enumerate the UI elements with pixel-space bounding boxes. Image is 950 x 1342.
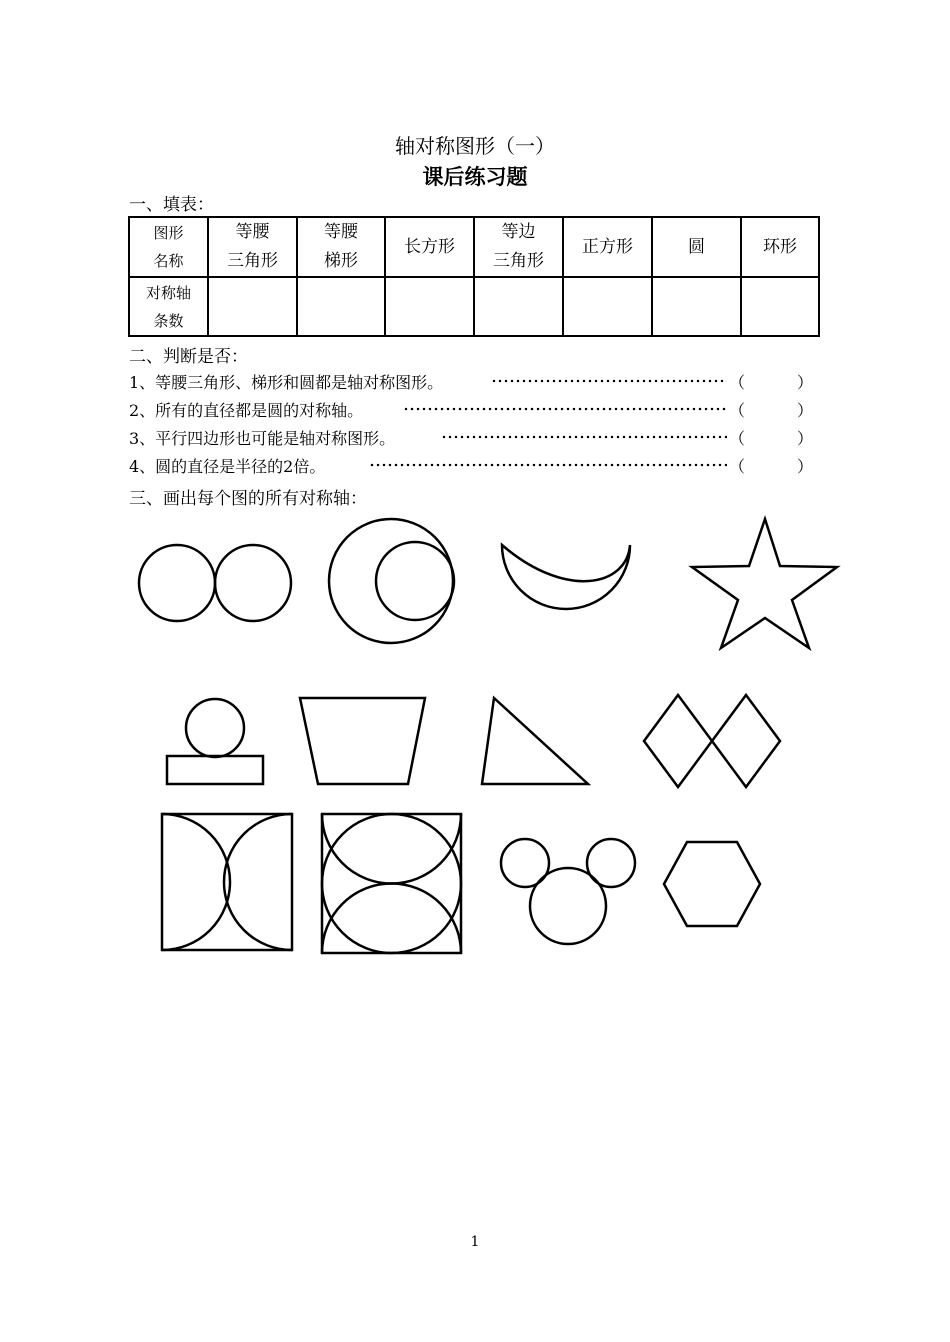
figure-circle-on-rectangle[interactable] [167, 699, 263, 784]
question-text: 2、所有的直径都是圆的对称轴。 [129, 401, 364, 420]
shape-name-cell: 等边 三角形 [474, 217, 563, 277]
page-subtitle: 课后练习题 [422, 164, 528, 189]
figure-crescent[interactable] [502, 545, 630, 609]
section-1-heading: 一、填表： [129, 195, 214, 215]
section-2-heading: 二、判断是否： [129, 347, 248, 367]
figure-trapezoid[interactable] [300, 698, 425, 784]
figure-three-circles[interactable] [501, 839, 635, 944]
figure-double-rhombus[interactable] [644, 695, 780, 787]
question-text: 1、等腰三角形、梯形和圆都是轴对称图形。 [129, 373, 444, 392]
shape-name-cell: 等腰 梯形 [297, 217, 385, 277]
figure-hexagon[interactable] [664, 842, 760, 926]
shape-name-cell: 正方形 [563, 217, 652, 277]
page-number: 1 [470, 1234, 480, 1250]
figure-star[interactable] [692, 519, 837, 648]
figure-right-triangle[interactable] [482, 698, 588, 784]
shape-name-cell: 环形 [741, 217, 819, 277]
shape-name-cell: 等腰 三角形 [208, 217, 297, 277]
answer-open-paren[interactable]: （ [728, 373, 745, 392]
figure-square-with-semicircles[interactable] [162, 814, 292, 950]
answer-open-paren[interactable]: （ [728, 401, 745, 420]
figure-two-circles[interactable] [139, 545, 291, 621]
page-title: 轴对称图形（一） [395, 134, 555, 158]
answer-close-paren: ） [796, 429, 813, 448]
figure-square-with-petals[interactable] [322, 814, 461, 953]
figure-circle-with-inner-circle[interactable] [329, 519, 454, 643]
answer-open-paren[interactable]: （ [728, 457, 745, 476]
question-text: 3、平行四边形也可能是轴对称图形。 [129, 429, 396, 448]
answer-open-paren[interactable]: （ [728, 429, 745, 448]
section-3-heading: 三、画出每个图的所有对称轴： [129, 489, 367, 509]
question-text: 4、圆的直径是半径的2倍。 [129, 457, 326, 476]
shape-name-cell: 圆 [652, 217, 741, 277]
answer-close-paren: ） [796, 401, 813, 420]
shape-name-cell: 长方形 [385, 217, 474, 277]
row-header-axis-count: 对称轴 条数 [129, 277, 208, 336]
answer-close-paren: ） [796, 457, 813, 476]
answer-close-paren: ） [796, 373, 813, 392]
row-header-shape-name: 图形 名称 [129, 217, 208, 277]
